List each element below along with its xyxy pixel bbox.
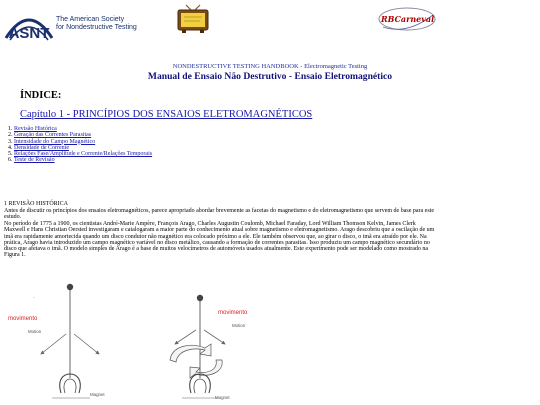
right-arrow-right (204, 330, 225, 344)
right-pivot (197, 295, 203, 301)
chapter-link[interactable]: Capítulo 1 - PRINCÍPIOS DOS ENSAIOS ELETROMAGNÉTICOS (20, 109, 313, 120)
left-arrow-right (74, 334, 99, 354)
index-heading: ÍNDICE: (20, 90, 62, 101)
toc-link-campo-magnetico[interactable]: Intensidade do Campo Magnético (14, 138, 96, 145)
page-header (0, 0, 540, 55)
toc-item (14, 157, 152, 163)
left-magnet-label: Magnet (90, 392, 105, 397)
toc-link-relacoes-fase[interactable]: Relações Fase/Amplitude e Corrente/Relações Temporais (14, 151, 153, 158)
right-magnet-label: Magnet (215, 395, 230, 400)
signature-logo[interactable] (377, 5, 437, 35)
left-arrow-left (41, 334, 66, 354)
table-of-contents (4, 126, 152, 164)
asnt-logo-icon (4, 8, 54, 46)
figure-arago-experiment (0, 278, 300, 405)
svg-text:ASNT: ASNT (8, 25, 50, 42)
page-title: Manual de Ensaio Não Destrutivo - Ensaio Eletromagnético (147, 71, 393, 82)
right-pendulum (170, 295, 225, 398)
asnt-logo[interactable] (4, 8, 137, 46)
figure-diagram (0, 278, 300, 405)
rotation-arrow-top-icon (170, 344, 211, 362)
paragraph-intro: Antes de discutir os princípios dos ensaios eletromagnéticos, parece apropriado abordar brevemente as facetas do magnetismo e do eletromagnetismo que servem de base para este estudo. (4, 208, 435, 221)
left-movement-label: movimento (8, 316, 38, 322)
svg-text:–: – (33, 294, 36, 299)
section-heading: 1 REVISÃO HISTÓRICA (4, 201, 69, 207)
signature-text: RBCarneval (381, 14, 435, 24)
left-motion-label: Motion (28, 329, 42, 334)
right-movement-label: movimento (218, 310, 248, 316)
right-arrow-left (175, 330, 196, 344)
left-pivot (67, 284, 73, 290)
right-motion-label: Motion (232, 323, 246, 328)
left-pendulum (41, 284, 99, 398)
page-subtitle: NONDESTRUCTIVE TESTING HANDBOOK - Electromagnetic Testing (172, 63, 368, 70)
asnt-logo-text: The American Society for Nondestructive Testing (56, 16, 137, 31)
toc-link-correntes-parasitas[interactable]: Geração das Correntes Parasitas (14, 132, 92, 139)
tv-icon[interactable] (176, 4, 210, 34)
toc-link-densidade-corrente[interactable]: Densidade de Corrente (14, 144, 69, 151)
toc-link-revisao-historica[interactable]: Revisão Histórica (14, 126, 57, 132)
toc-link-teste-revisao[interactable]: Teste de Revisão (14, 157, 55, 164)
paragraph-history: No período de 1775 a 1900, os cientistas André-Marie Ampère, François Arago, Charles Augustin Coulomb, Michael Faraday, Lord William Thomson Kelvin, James Clerk Maxwell e Hans Christian Oersted investigaram e catalogaram a maior parte do conhecimento atual sobre magnetismo e eletromagnetismo. Arago descobriu que a oscilação de um imã era rapidamente amortecida quando um disco condutor não magnético era colocado próximo a ele. Ele também observou que, ao girar o disco, o imã era atraído por ele. Na prática, Arago havia introduzido um campo magnético variável no disco metálico, causando a formação de correntes parasitas. Isso produziu um campo magnético secundário no disco que afetava o imã. O modelo simples de Arago é a base de muitos velocímetros de automóveis usados atualmente. Este experimento pode ser modelado como mostrado na Figura 1. (4, 221, 435, 259)
